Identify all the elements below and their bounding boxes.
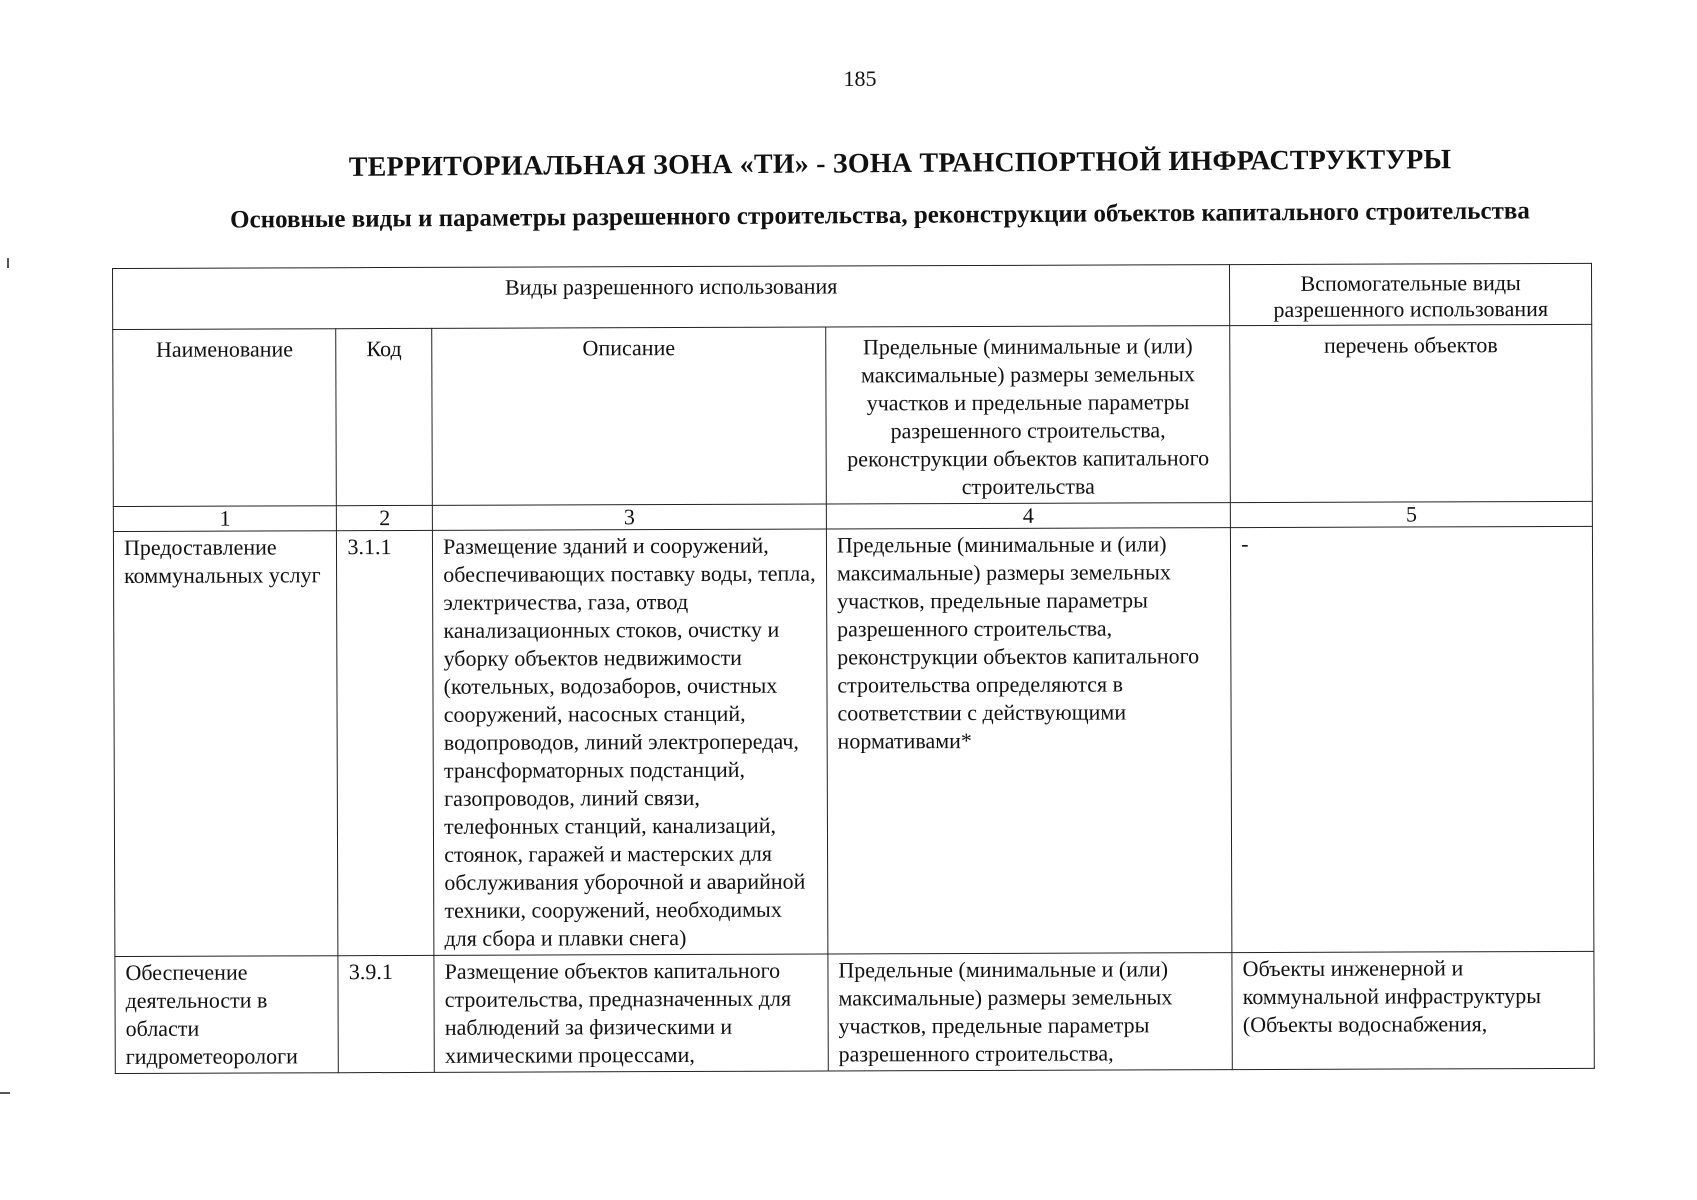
zone-title: ТЕРРИТОРИАЛЬНАЯ ЗОНА «ТИ» - ЗОНА ТРАНСПОРТНОЙ ИНФРАСТРУКТУРЫ [348, 144, 1452, 183]
row-code-cell: 3.1.1 [337, 530, 434, 955]
column-header-parameters: Предельные (минимальные и (или) максимальные) размеры земельных участков и предельные параметры разрешенного строительства, реконструкции объектов капитального строительства [826, 326, 1231, 504]
row-description-cell: Размещение зданий и сооружений, обеспечивающих поставку воды, тепла, электричества, газа, отвод канализационных стоков, очистку и уборку объектов недвижимости (котельных, водозаборов, очистных сооружений, насосных станций, водопроводов, линий электропередач, трансформаторных подстанций, газопроводов, линий связи, телефонных станций, канализаций, стоянок, гаражей и мастерских для обслуживания уборочной и аварийной техники, сооружений, необходимых для сбора и плавки снега) [433, 529, 828, 955]
column-number: 3 [433, 504, 827, 530]
row-parameters-text: Предельные (минимальные и (или) максимальные) размеры земельных участков, предельные параметры разрешенного строительства, [838, 956, 1173, 1067]
row-code-cell [338, 955, 434, 1072]
column-number: 2 [337, 505, 433, 530]
row-code-text: 3.9.1 [348, 959, 393, 985]
column-header-description: Описание [432, 327, 826, 505]
row-aux-objects-text: Объекты инженерной и коммунальной инфраструктуры (Объекты водоснабжения, [1242, 955, 1542, 1038]
column-header-code: Код [336, 328, 432, 505]
section-title: Основные виды и параметры разрешенного строительства, реконструкции объектов капитального строительства [230, 197, 1530, 234]
table-row [115, 951, 1594, 1073]
table-column-header-row [113, 324, 1593, 506]
row-name-cell [115, 956, 339, 1074]
table-row [113, 526, 1593, 956]
column-number: 4 [826, 503, 1230, 529]
permitted-use-table [112, 263, 1595, 1074]
row-name-text: Обеспечение деятельности в области гидрометеорологи [125, 959, 298, 1069]
scan-artifact-mark [7, 258, 9, 268]
row-aux-objects-cell [1232, 951, 1594, 1069]
row-parameters-cell: Предельные (минимальные и (или) максимальные) размеры земельных участков, предельные параметры разрешенного строительства, реконструкции объектов капитального строительства определяются в соответствии с действующими нормативами* [826, 528, 1232, 954]
column-number: 5 [1231, 501, 1593, 527]
scan-artifact-mark [0, 1092, 10, 1094]
aux-header-cell: Вспомогательные виды разрешенного использования [1230, 263, 1592, 325]
row-description-text: Размещение объектов капитального строительства, предназначенных для наблюдений за физическими и химическими процессами, [444, 957, 792, 1068]
table-group-header-row [113, 263, 1592, 329]
column-header-objects: перечень объектов [1230, 324, 1592, 502]
page-number: 185 [843, 66, 877, 91]
row-name-cell: Предоставление коммунальных услуг [113, 531, 338, 957]
row-aux-objects-cell: - [1231, 526, 1594, 952]
row-parameters-cell [828, 953, 1233, 1071]
group-header-cell: Виды разрешенного использования [113, 265, 1230, 330]
column-header-name: Наименование [113, 329, 337, 507]
row-description-cell [434, 954, 828, 1072]
column-number: 1 [113, 506, 337, 532]
